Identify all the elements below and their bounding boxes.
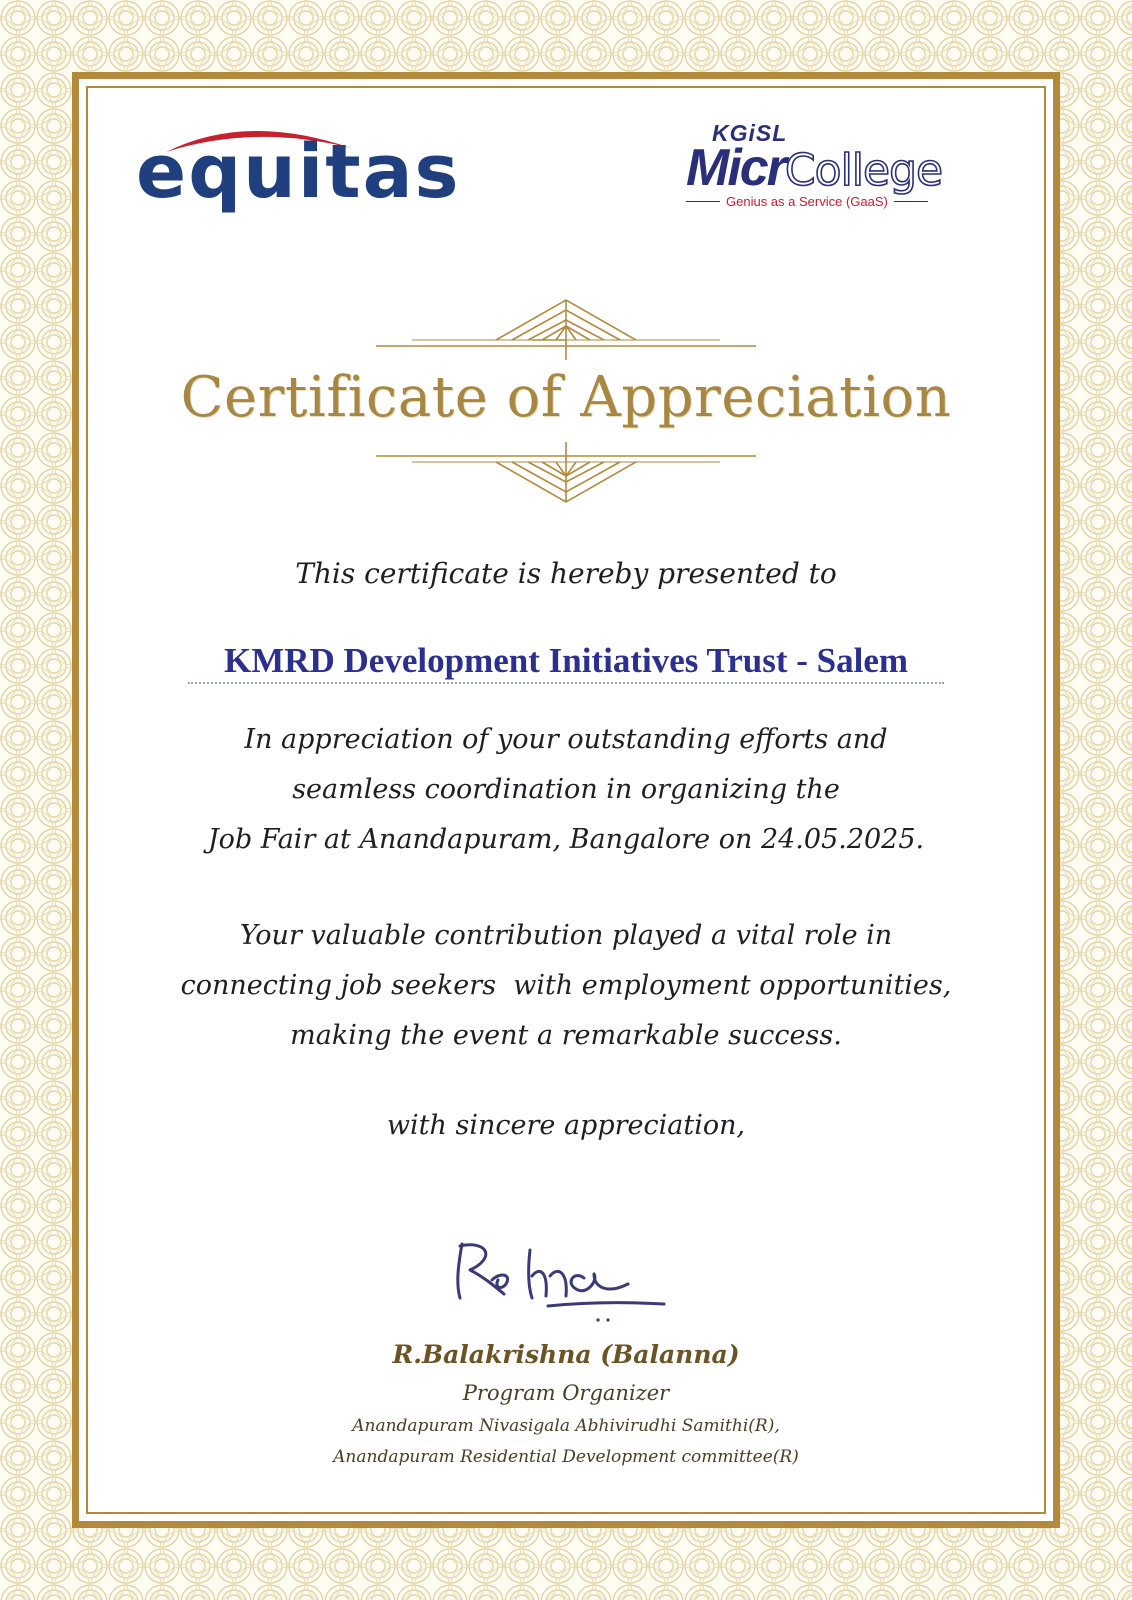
contribution-paragraph	[86, 911, 1046, 1061]
micro-part: Micr	[686, 139, 785, 197]
college-part: College	[784, 145, 943, 196]
kgisl-tagline-row	[686, 194, 916, 209]
paragraph1-line1: In appreciation of your outstanding efforts and	[244, 724, 888, 755]
tagline-rule-right	[894, 201, 928, 203]
paragraph2-line1: Your valuable contribution played a vital role in	[239, 920, 893, 951]
kgisl-brand: KGiSL	[712, 120, 788, 146]
appreciation-paragraph	[86, 715, 1046, 865]
certificate-title: Certificate of Appreciation	[180, 365, 952, 430]
recipient-dotted-line	[188, 682, 944, 684]
signatory-organization-line2: Anandapuram Residential Development committee(R)	[333, 1447, 799, 1467]
paragraph2-line2: connecting job seekers with employment opportunities,	[180, 970, 952, 1001]
paragraph2-line3: making the event a remarkable success.	[290, 1020, 842, 1051]
closing-text: with sincere appreciation,	[386, 1110, 746, 1141]
equitas-logo	[136, 118, 461, 223]
kgisl-tagline: Genius as a Service (GaaS)	[726, 194, 888, 209]
paragraph1-line2: seamless coordination in organizing the	[292, 774, 840, 805]
signatory-role: Program Organizer	[462, 1381, 670, 1405]
signatory-name: R.Balakrishna (Balanna)	[392, 1340, 740, 1369]
kgisl-microcollege-logo	[686, 120, 996, 220]
equitas-wordmark: equitas	[136, 129, 461, 215]
art-deco-ornament-bottom-icon	[372, 438, 760, 508]
recipient-name: KMRD Development Initiatives Trust - Salem	[223, 641, 909, 680]
tagline-rule-left	[686, 201, 720, 203]
handwritten-signature-icon	[448, 1236, 678, 1326]
paragraph1-line3: Job Fair at Anandapuram, Bangalore on 24.05.2025.	[207, 824, 925, 855]
signatory-organization-line1: Anandapuram Nivasigala Abhivirudhi Samithi(R),	[352, 1416, 780, 1436]
presented-to-text: This certificate is hereby presented to	[295, 557, 837, 590]
art-deco-ornament-top-icon	[372, 294, 760, 364]
